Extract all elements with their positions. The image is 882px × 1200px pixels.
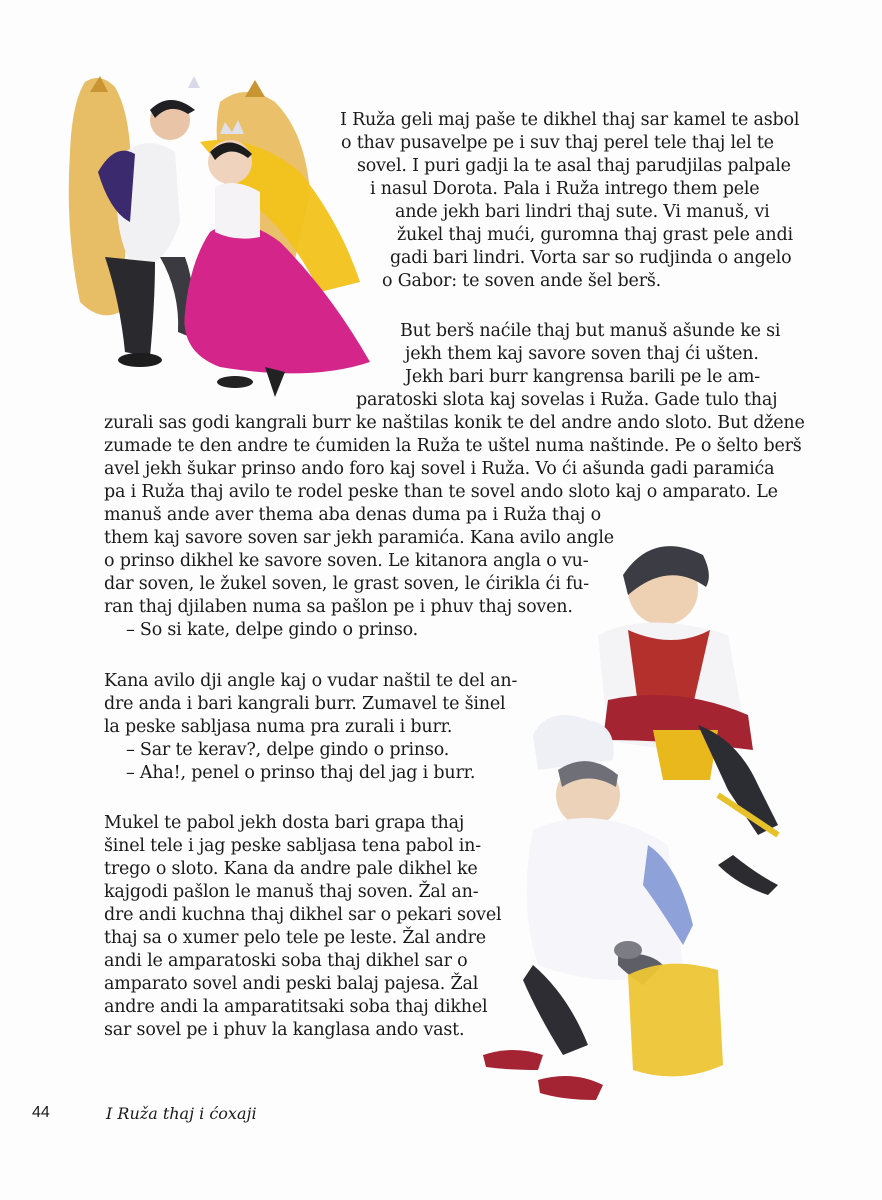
text-line: andi le amparatoski soba thaj dikhel sar o	[104, 951, 468, 971]
text-line: sovel. I puri gadji la te asal thaj parudjilas palpale	[357, 156, 791, 176]
text-line: – Aha!, penel o prinso thaj del jag i burr.	[126, 763, 476, 783]
chef-hat	[533, 715, 614, 770]
text-line: Mukel te pabol jekh dosta bari grapa thaj	[104, 813, 465, 833]
text-line: ande jekh bari lindri thaj sute. Vi manuš, vi	[395, 202, 770, 222]
text-line: ran thaj djilaben numa sa pašlon pe i phuv thaj soven.	[104, 597, 573, 617]
text-line: paratoski slota kaj sovelas i Ruža. Gade tulo thaj	[356, 390, 778, 410]
text-line: šinel tele i jag peske sabljasa tena pabol in-	[104, 836, 481, 856]
text-line: sar sovel pe i phuv la kanglasa ando vast.	[104, 1020, 465, 1040]
text-line: andre andi la amparatitsaki soba thaj dikhel	[104, 997, 488, 1017]
text-line: them kaj savore soven sar jekh paramića. Kana avilo angle	[104, 528, 614, 548]
text-line: dar soven, le žukel soven, le grast soven, le ćirikla ći fu-	[104, 574, 589, 594]
text-line: žukel thaj mući, guromna thaj grast pele andi	[397, 225, 793, 245]
text-line: Kana avilo dji angle kaj o vudar naštil te del an-	[104, 671, 518, 691]
text-line: thaj sa o xumer pelo tele pe leste. Žal andre	[104, 928, 486, 948]
text-line: dre anda i bari kangrali burr. Zumavel te šinel	[104, 694, 506, 714]
text-line: zurali sas godi kangrali burr ke naštilas konik te del andre ando sloto. But džene	[104, 413, 805, 433]
text-line: o prinso dikhel ke savore soven. Le kitanora angla o vu-	[104, 551, 589, 571]
yellow-pot	[628, 964, 723, 1077]
text-line: dre andi kuchna thaj dikhel sar o pekari sovel	[104, 905, 502, 925]
text-line: zumade te den andre te ćumiden la Ruža te uštel numa naštinde. Pe o šelto berš	[104, 436, 802, 456]
text-line: manuš ande aver thema aba denas duma pa i Ruža thaj o	[104, 505, 601, 525]
text-line: I Ruža geli maj paše te dikhel thaj sar kamel te asbol	[340, 110, 800, 130]
text-line: pa i Ruža thaj avilo te rodel peske than te sovel ando sloto kaj o amparato. Le	[104, 482, 778, 502]
text-line: Jekh bari burr kangrensa barili pe le am-	[405, 367, 760, 387]
text-line: But berš naćile thaj but manuš ašunde ke si	[400, 321, 781, 341]
text-line: i nasul Dorota. Pala i Ruža intrego them pele	[370, 179, 760, 199]
text-line: jekh them kaj savore soven thaj ći ušten.	[405, 344, 759, 364]
text-line: – Sar te kerav?, delpe gindo o prinso.	[126, 740, 450, 760]
text-line: o thav pusavelpe pe i suv thaj perel tele thaj lel te	[341, 133, 774, 153]
text-line: amparato sovel andi peski balaj pajesa. Žal	[104, 974, 479, 994]
text-line: avel jekh šukar prinso ando foro kaj sovel i Ruža. Vo ći ašunda gadi paramića	[104, 459, 775, 479]
text-line: kajgodi pašlon le manuš thaj soven. Žal an-	[104, 882, 479, 902]
text-line: – So si kate, delpe gindo o prinso.	[126, 620, 419, 640]
text-line: gadi bari lindri. Vorta sar so rudjinda o angelo	[390, 248, 792, 268]
page-number: 44	[32, 1104, 50, 1121]
text-line: la peske sabljasa numa pra zurali i burr.	[104, 717, 453, 737]
running-title: I Ruža thaj i ćoxaji	[106, 1104, 257, 1123]
text-line: trego o sloto. Kana da andre pale dikhel ke	[104, 859, 478, 879]
sleeping-royals-illustration	[60, 62, 385, 402]
text-line: o Gabor: te soven ande šel berš.	[382, 271, 662, 291]
